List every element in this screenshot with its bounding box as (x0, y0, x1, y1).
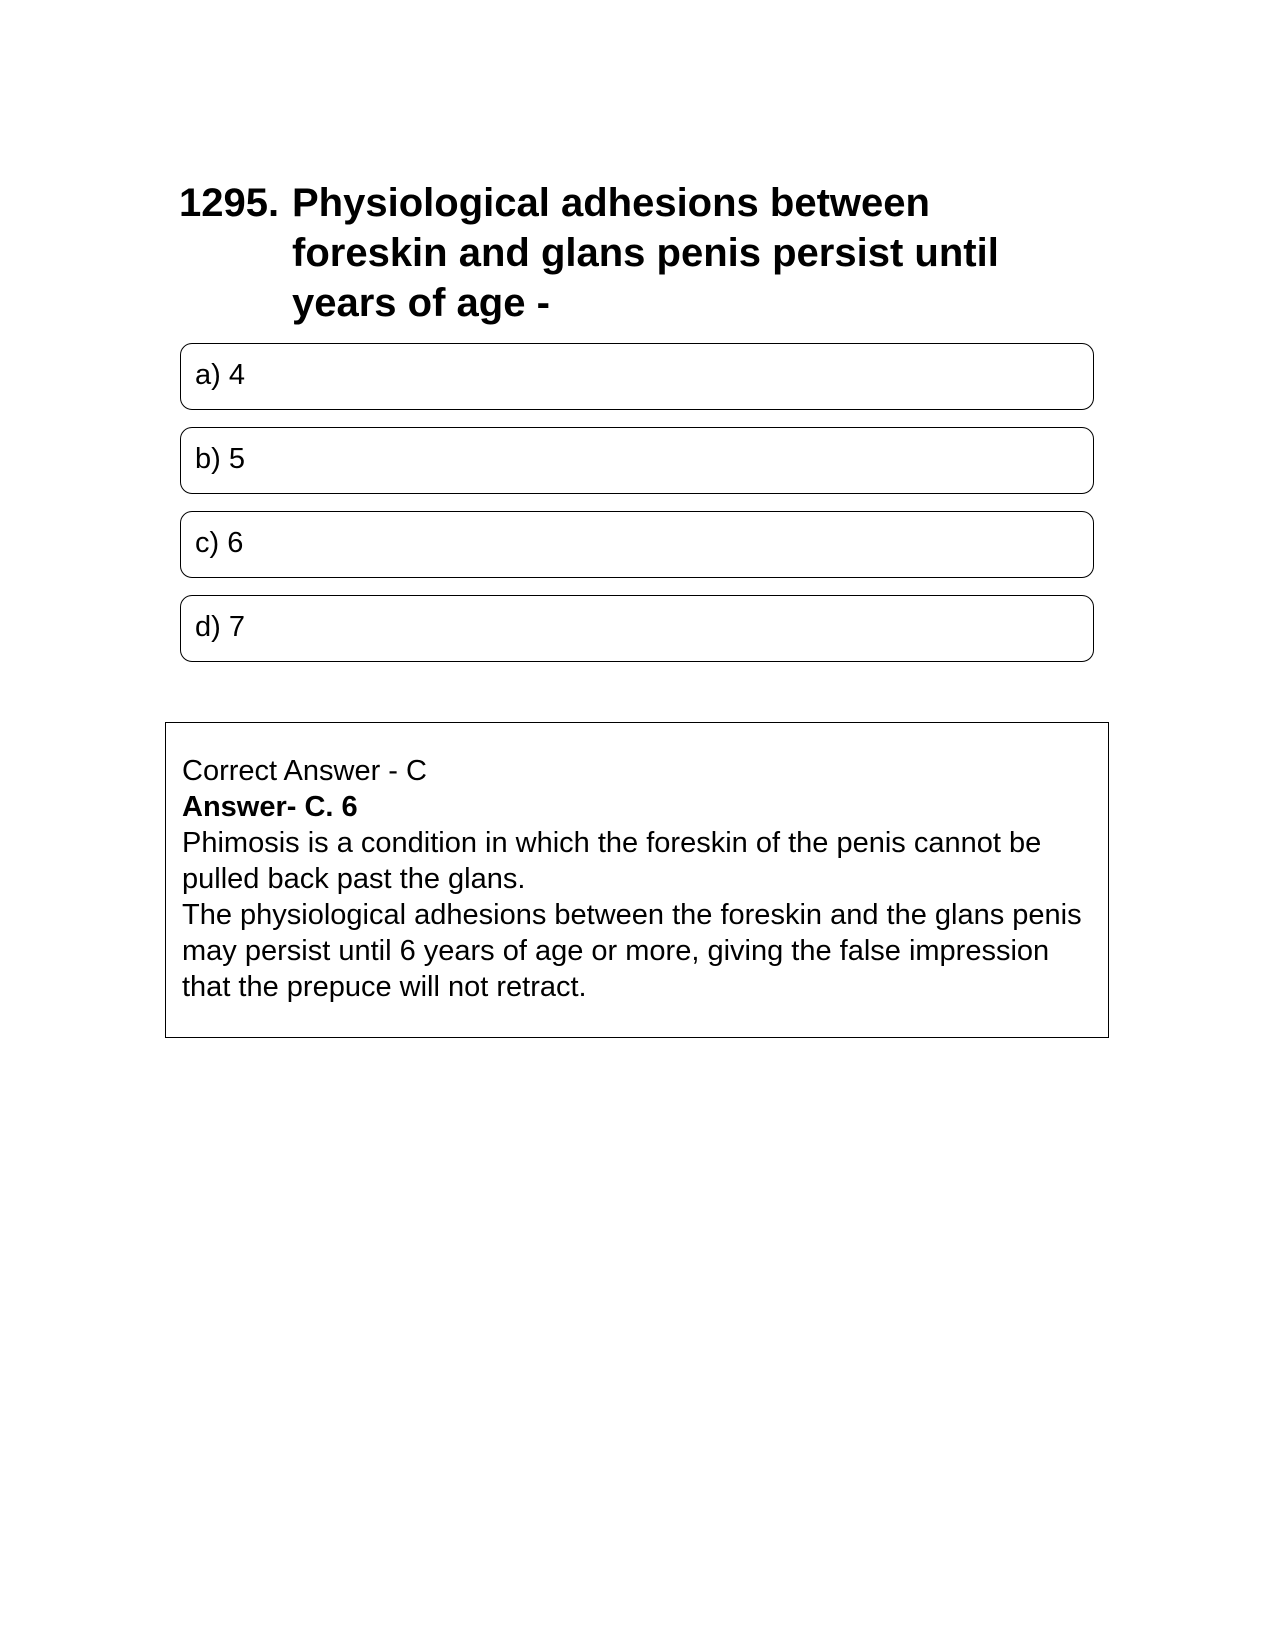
answer-explanation-box (165, 722, 1109, 1038)
explanation-paragraph-1: Phimosis is a condition in which the foreskin of the penis cannot be pulled back past the glans. (182, 827, 1042, 895)
option-d[interactable] (180, 595, 1094, 662)
option-b-label: b) 5 (195, 443, 245, 475)
question-number: 1295. (179, 181, 280, 225)
correct-answer-text: Correct Answer - C (182, 755, 427, 787)
option-d-label: d) 7 (195, 611, 245, 643)
question-heading (179, 178, 1099, 328)
option-a[interactable] (180, 343, 1094, 410)
explanation-paragraph-2: The physiological adhesions between the foreskin and the glans penis may persist until 6 years of age or more, giving the false impression that the prepuce will not retract. (182, 899, 1082, 1003)
answer-heading: Answer- C. 6 (182, 791, 358, 823)
question-text: Physiological adhesions between foreskin and glans penis persist until years of age - (292, 181, 999, 325)
option-b[interactable] (180, 427, 1094, 494)
option-c-label: c) 6 (195, 527, 244, 559)
option-a-label: a) 4 (195, 359, 245, 391)
option-c[interactable] (180, 511, 1094, 578)
